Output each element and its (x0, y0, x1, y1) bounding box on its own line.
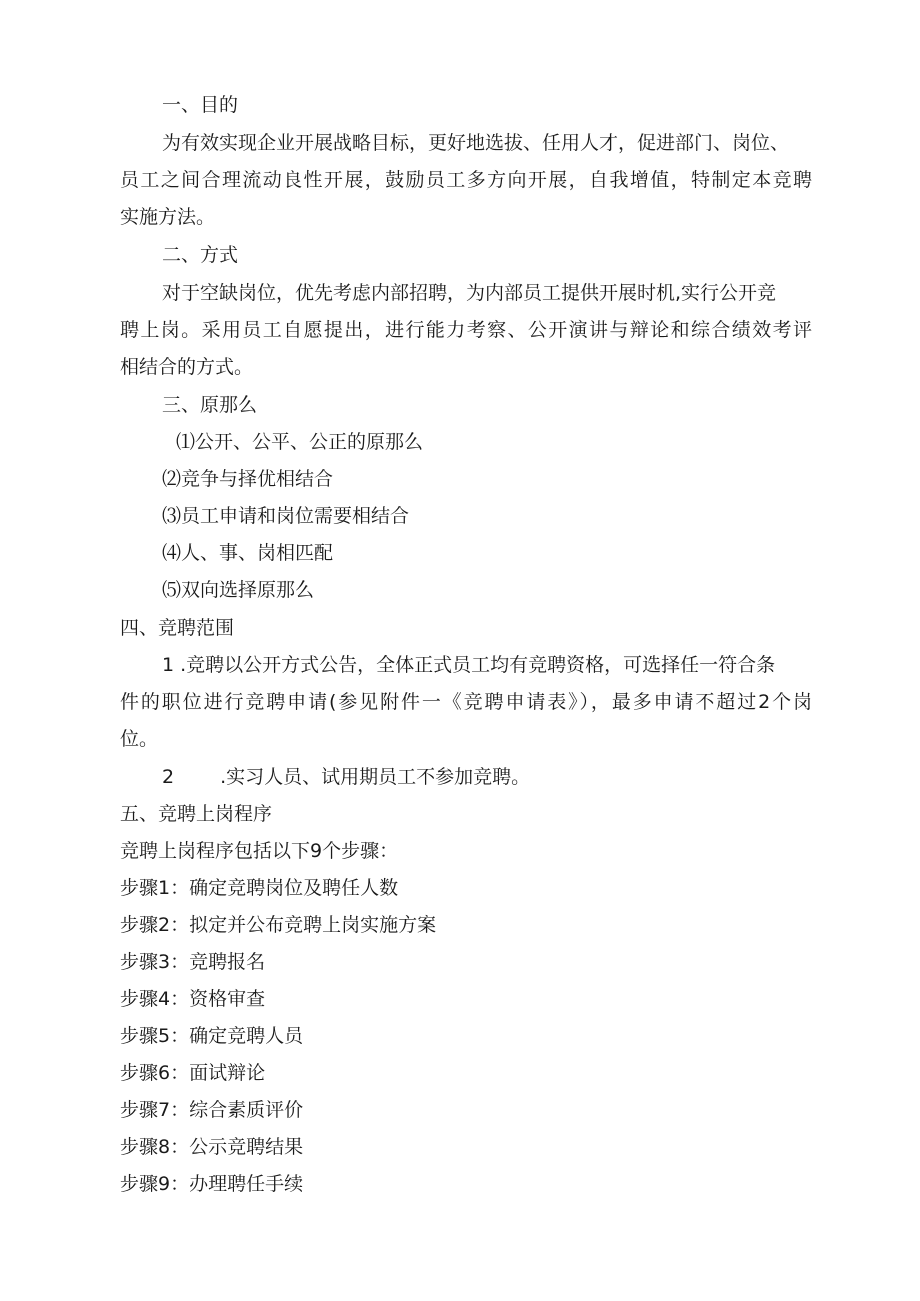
paragraph-line: 1 .竞聘以公开方式公告，全体正式员工均有竞聘资格，可选择任一符合条 (162, 654, 776, 676)
list-item: ⑵竞争与择优相结合 (162, 468, 334, 490)
paragraph-line: 位。 (120, 728, 159, 750)
list-item: ⑸双向选择原那么 (162, 579, 315, 601)
paragraph-line: 实施方法。 (120, 206, 216, 228)
section-heading-purpose: 一、目的 (162, 94, 239, 116)
list-item: ⑴公开、公平、公正的原那么 (176, 431, 424, 453)
paragraph-line: 聘上岗。采用员工自愿提出，进行能力考察、公开演讲与辩论和综合绩效考评 (120, 319, 812, 341)
section-heading-method: 二、方式 (162, 244, 239, 266)
list-item: ⑷人、事、岗相匹配 (162, 542, 334, 564)
step-item: 步骤3：竞聘报名 (120, 951, 266, 973)
paragraph-line: 员工之间合理流动良性开展，鼓励员工多方向开展，自我增值，特制定本竞聘 (120, 169, 812, 191)
section-heading-principles: 三、原那么 (162, 394, 258, 416)
step-item: 步骤8：公示竞聘结果 (120, 1136, 304, 1158)
paragraph-line: 对于空缺岗位，优先考虑内部招聘，为内部员工提供开展时机,实行公开竞 (162, 282, 777, 304)
paragraph-line: 件的职位进行竞聘申请(参见附件一《竞聘申请表》），最多申请不超过2个岗 (120, 691, 812, 713)
list-text: .实习人员、试用期员工不参加竞聘。 (220, 766, 531, 788)
paragraph-line: 为有效实现企业开展战略目标，更好地选拔、任用人才，促进部门、岗位、 (162, 132, 790, 154)
step-item: 步骤2：拟定并公布竞聘上岗实施方案 (120, 914, 437, 936)
section-heading-scope: 四、竞聘范围 (120, 617, 235, 639)
list-number: 2 (162, 766, 175, 788)
step-item: 步骤4：资格审查 (120, 988, 266, 1010)
list-item (162, 764, 530, 790)
paragraph-line: 相结合的方式。 (120, 356, 254, 378)
section-heading-procedure: 五、竞聘上岗程序 (120, 803, 273, 825)
paragraph-line: 竞聘上岗程序包括以下9个步骤： (120, 840, 399, 862)
step-item: 步骤5：确定竞聘人员 (120, 1025, 304, 1047)
list-item: ⑶员工申请和岗位需要相结合 (162, 505, 410, 527)
step-item: 步骤7：综合素质评价 (120, 1099, 304, 1121)
step-item: 步骤9：办理聘任手续 (120, 1173, 304, 1195)
step-item: 步骤6：面试辩论 (120, 1062, 266, 1084)
step-item: 步骤1：确定竞聘岗位及聘任人数 (120, 877, 399, 899)
